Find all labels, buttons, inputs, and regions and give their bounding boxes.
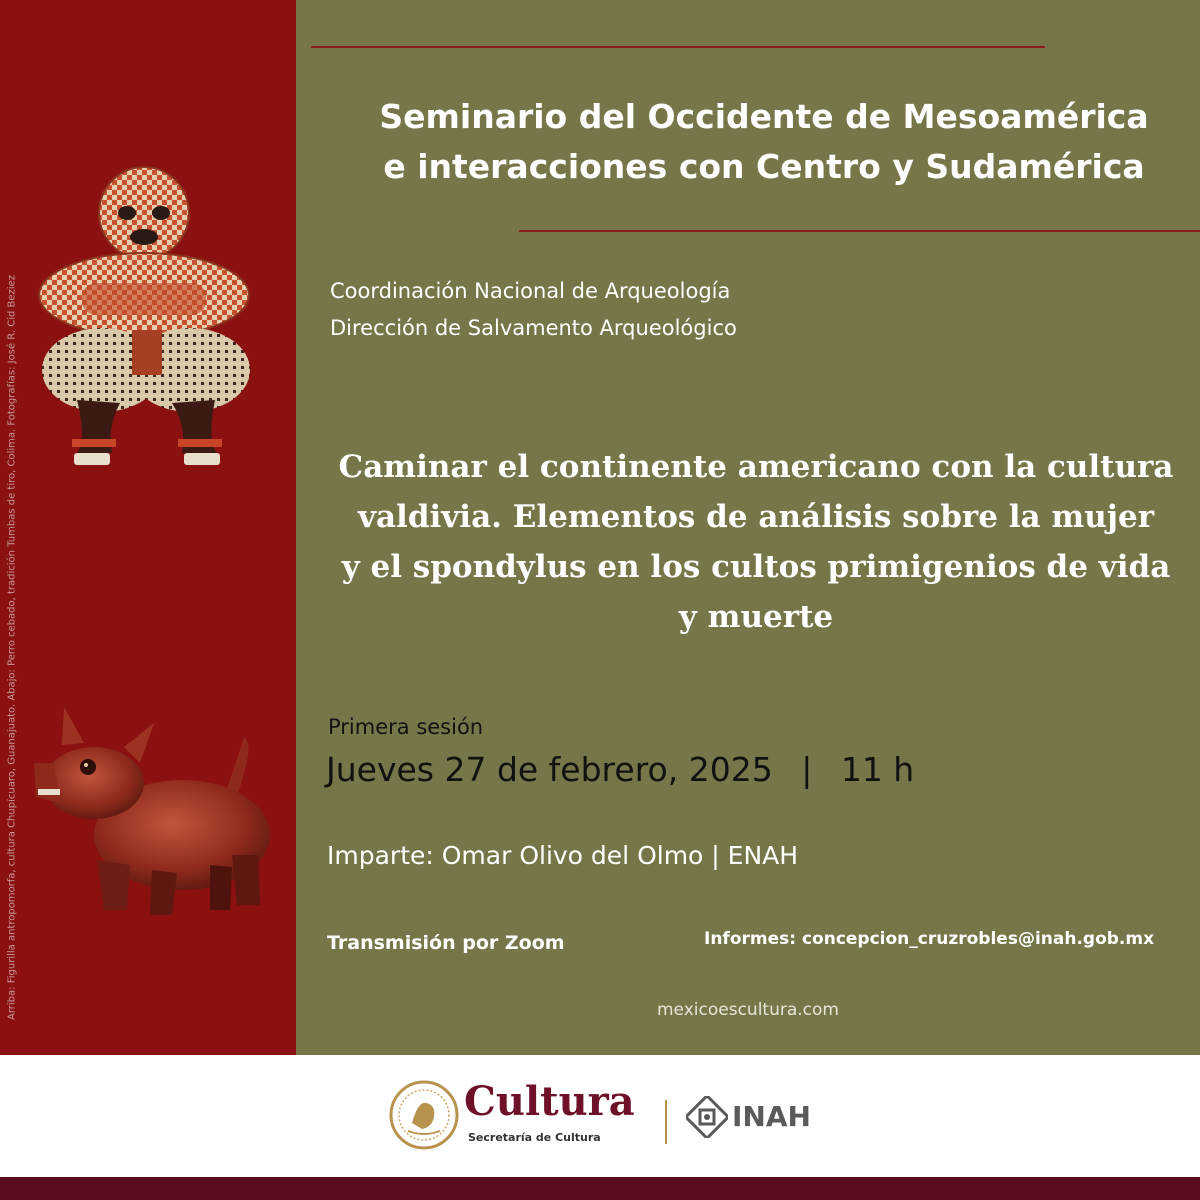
session-datetime <box>326 750 914 789</box>
cultura-title: Cultura <box>464 1078 635 1125</box>
dog-sculpture-image <box>32 705 287 925</box>
photo-credit: Arriba: Figurilla antropomorfa, cultura Chupícuaro, Guanajuato. Abajo: Perro cebado, tradición Tumbas de tiro, Colima. Fotografías: José R. Cid Beziez <box>6 275 18 1020</box>
cultura-subtitle: Secretaría de Cultura <box>468 1131 601 1144</box>
session-separator: | <box>801 750 813 789</box>
inah-logo-text: INAH <box>732 1100 811 1133</box>
figurine-image <box>32 165 264 475</box>
talk-title-line-1: Caminar el continente americano con la cultura <box>338 449 1174 485</box>
broadcast: Transmisión por Zoom <box>327 932 565 954</box>
talk-title-line-2: valdivia. Elementos de análisis sobre la mujer <box>357 499 1155 535</box>
talk-title-line-3: y el spondylus en los cultos primigenios de vida <box>341 549 1171 585</box>
title-rule <box>519 230 1200 232</box>
organizer-line-2: Dirección de Salvamento Arqueológico <box>330 316 737 340</box>
seminar-title <box>330 92 1198 192</box>
bottom-bar <box>0 1177 1200 1200</box>
logo-divider <box>665 1100 667 1144</box>
top-rule <box>311 46 1045 48</box>
inah-glyph-icon <box>686 1096 728 1138</box>
contact-email[interactable]: Informes: concepcion_cruzrobles@inah.gob.mx <box>704 929 1155 949</box>
session-time: 11 h <box>840 750 915 789</box>
talk-title <box>314 442 1198 642</box>
website-link[interactable]: mexicoescultura.com <box>657 1000 839 1020</box>
session-date: Jueves 27 de febrero, 2025 <box>326 750 773 789</box>
coat-of-arms-icon <box>388 1079 460 1151</box>
session-label: Primera sesión <box>328 715 484 739</box>
organizer-line-1: Coordinación Nacional de Arqueología <box>330 279 731 303</box>
seminar-title-line-1: Seminario del Occidente de Mesoamérica <box>379 97 1149 136</box>
left-sidebar <box>0 0 296 1055</box>
seminar-title-line-2: e interacciones con Centro y Sudamérica <box>383 147 1145 186</box>
speaker: Imparte: Omar Olivo del Olmo | ENAH <box>327 841 799 870</box>
talk-title-line-4: y muerte <box>678 599 834 635</box>
